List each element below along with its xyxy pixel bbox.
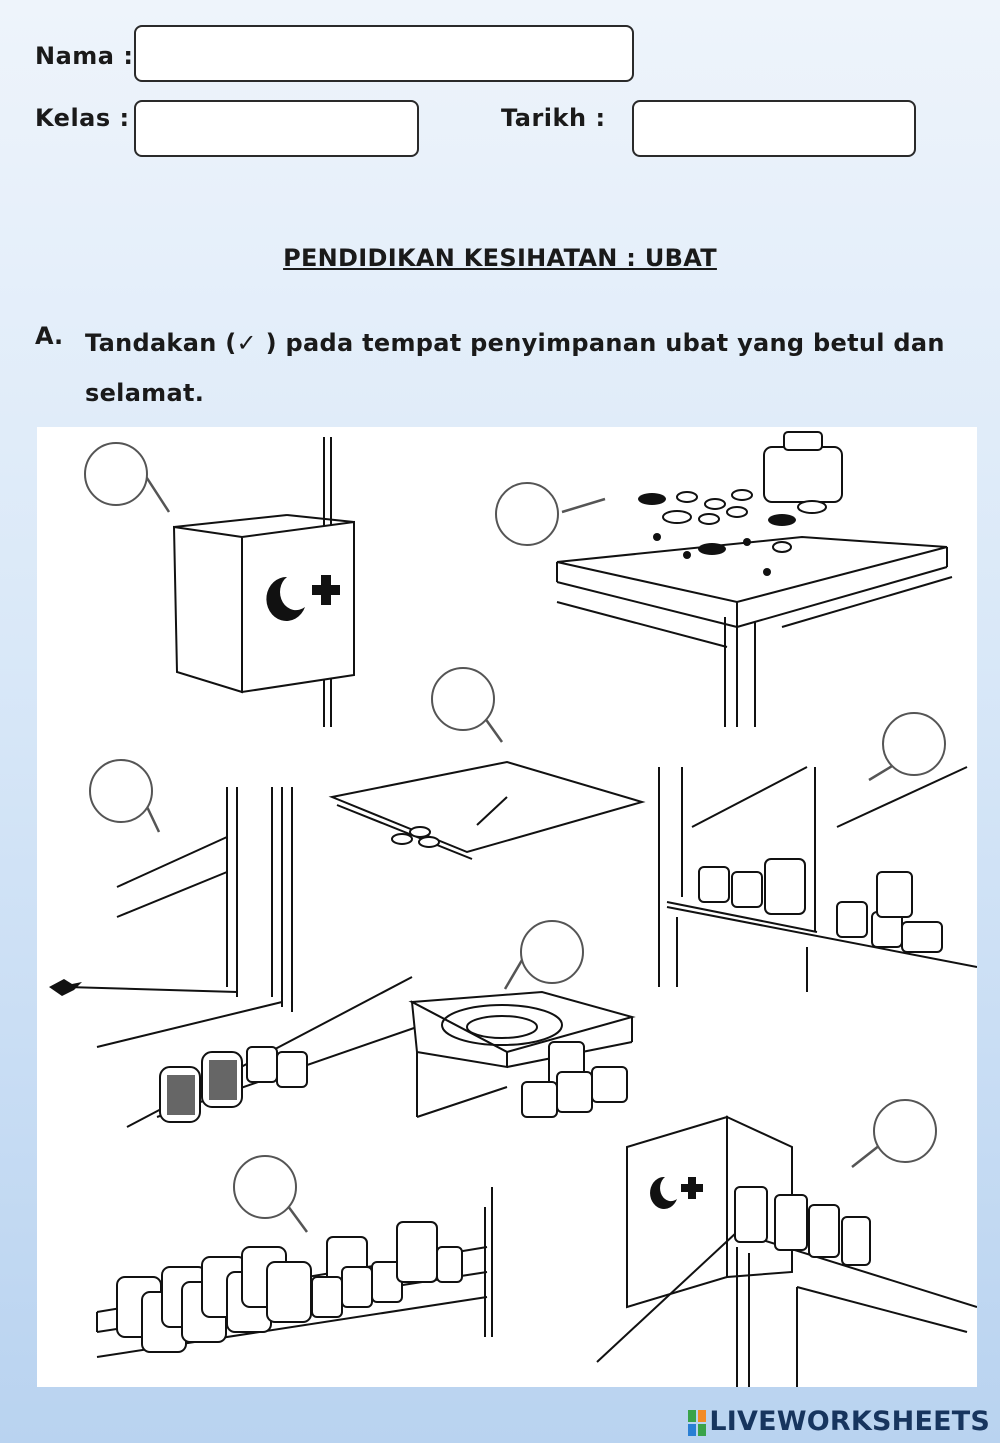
date-field[interactable] (632, 100, 916, 157)
brand-text: LIVEWORKSHEETS (709, 1406, 990, 1437)
class-label: Kelas : (35, 104, 130, 132)
date-label: Tarikh : (501, 104, 606, 132)
illustration-panel (37, 427, 977, 1387)
question-number: A. (35, 322, 64, 350)
storage-scenes-illustration (37, 427, 977, 1387)
window-sill-image (49, 787, 417, 1127)
answer-circle-near-stove[interactable] (520, 920, 584, 984)
pills-on-table-image (557, 432, 952, 727)
liveworksheets-logo-icon (688, 1410, 706, 1436)
kitchen-shelf-image (97, 1187, 492, 1357)
answer-circle-first-aid-shelf[interactable] (873, 1099, 937, 1163)
page-title: PENDIDIKAN KESIHATAN : UBAT (283, 244, 717, 272)
answer-circle-pills-on-table[interactable] (495, 482, 559, 546)
class-field[interactable] (134, 100, 419, 157)
answer-circle-window-sill[interactable] (89, 759, 153, 823)
answer-circle-plastic-bag[interactable] (431, 667, 495, 731)
answer-circle-glass-cabinet[interactable] (882, 712, 946, 776)
glass-cabinet-image (659, 767, 977, 992)
question-text: Tandakan (✓ ) pada tempat penyimpanan ubat yang betul dan selamat. (85, 329, 945, 407)
plastic-bag-image (332, 762, 642, 859)
liveworksheets-brand (688, 1406, 990, 1437)
stove-image (412, 992, 632, 1117)
answer-circle-first-aid-cabinet[interactable] (84, 442, 148, 506)
first-aid-cabinet-image (174, 437, 354, 727)
name-label: Nama : (35, 42, 134, 70)
name-field[interactable] (134, 25, 634, 82)
answer-circle-kitchen-shelf[interactable] (233, 1155, 297, 1219)
